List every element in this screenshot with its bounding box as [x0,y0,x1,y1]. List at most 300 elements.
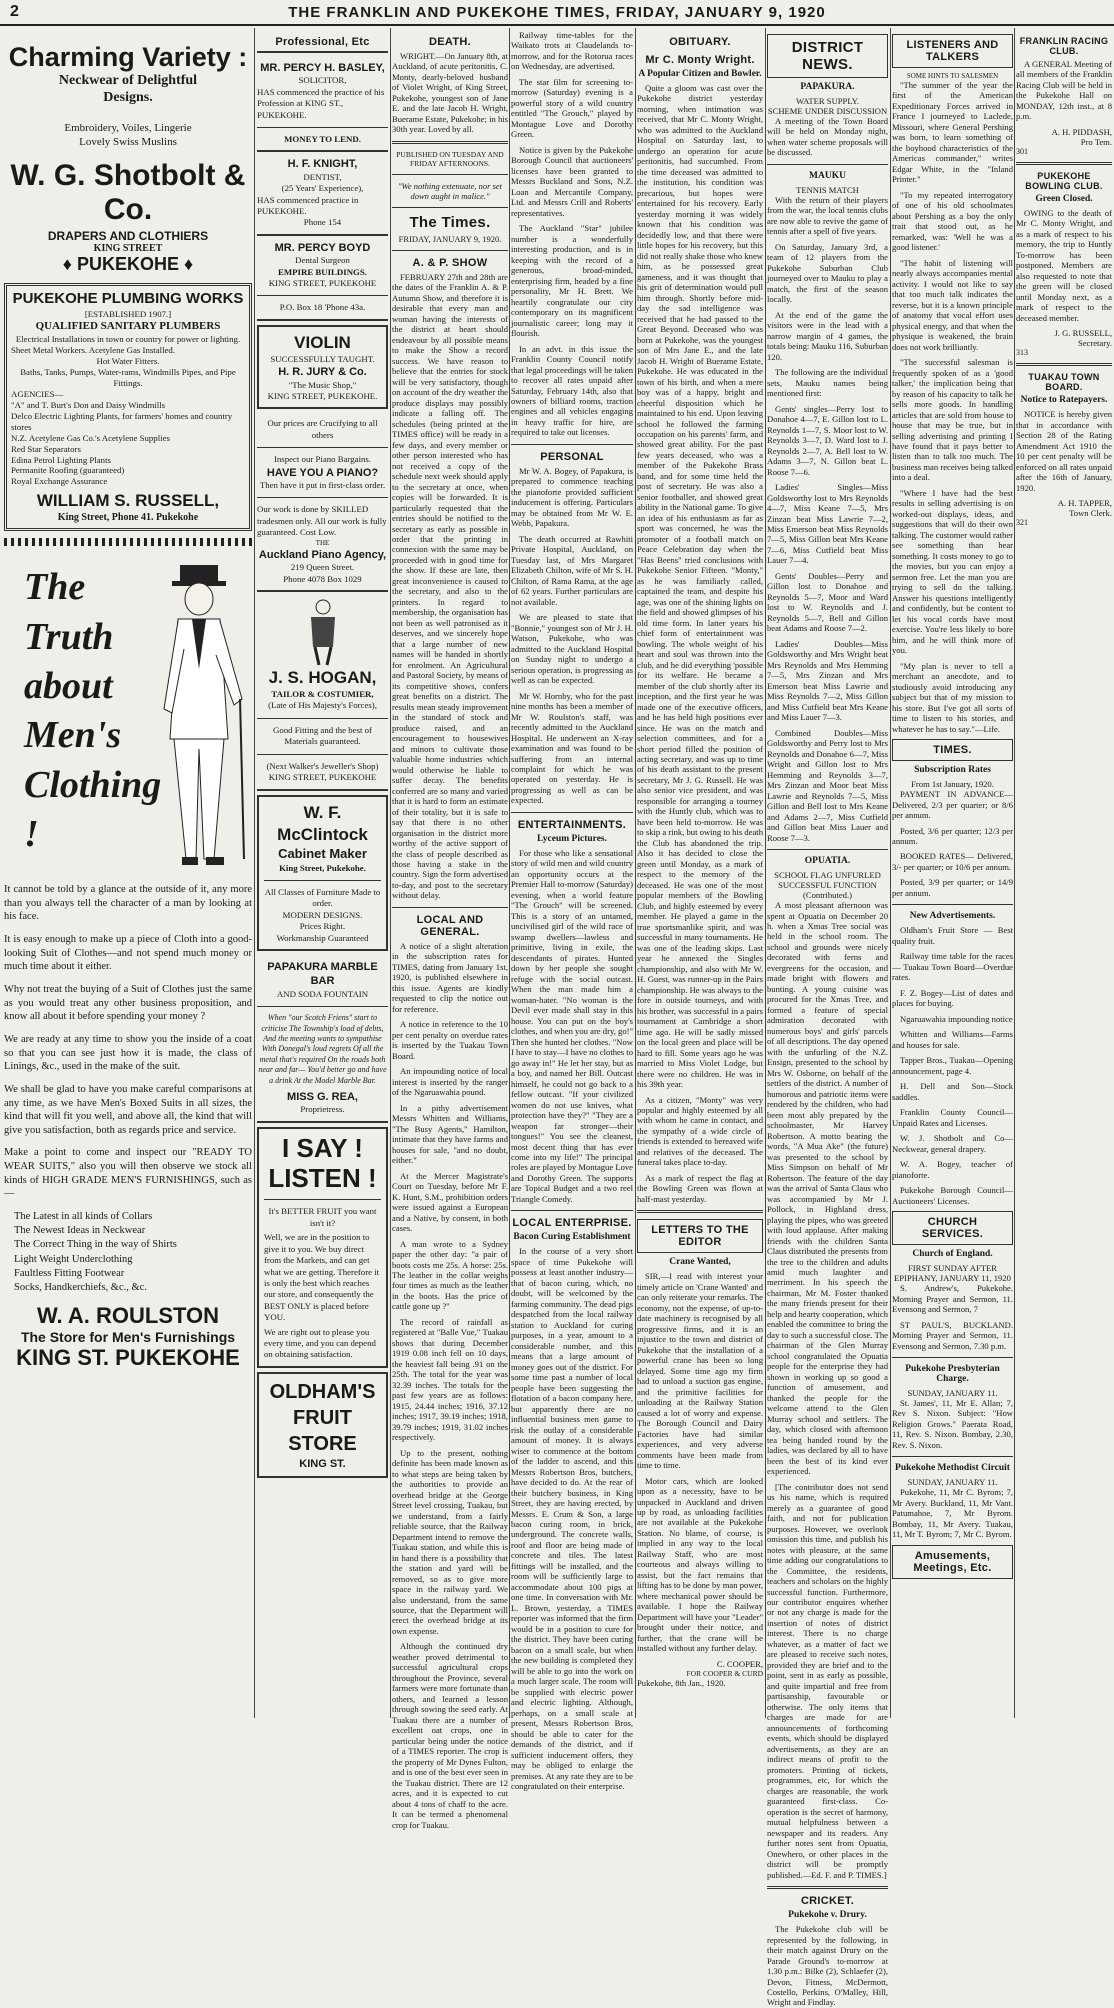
plumbing-line: Permanite Roofing (guaranteed) [11,465,125,476]
card-line: Workmanship Guaranteed [276,932,369,943]
district-paragraph: At the end of the game the visitors were in the lead with a narrow margin of 4 games, the totals being: Mauku 116, Suburban 120. [767,309,888,362]
card-name: MR. PERCY BOYD [274,241,371,254]
news-paragraph: The star film for screening to-morrow (Saturday) evening is a powerful story of a wild country entitled "The Grouch," played by Montague Love and Dorothy Green. [511,76,633,140]
presbyterian-line: St. James', 11, Mr E. Allan; 7, Rev S. Nixon. Subject: "How Religion Grows." Paerata Road, 11, Rev. S. Nixon. Bombay, 2.30, Rev. S. Nixon. [892,1397,1013,1450]
column-8-notices [1016,30,1112,1716]
piano-card [257,413,388,591]
card-proprietor-role: Proprietress. [300,1104,345,1115]
page-number: 2 [10,3,20,20]
personal-paragraph: Mr W. Hornby, who for the past nine months has been a member of Mr W. Roulston's staff, was recently admitted to the Auckland Hospital. He underwent an X-ray examination and was found to be suffering from an internal complaint for which he was operated on yesterday. He is progressing as well as can be expected. [511,690,633,806]
oldham-street: KING ST. [299,1457,346,1470]
truth-title [24,563,162,859]
bowling-sign: J. G. RUSSELL, [1054,328,1112,339]
column-3-editorial [392,30,508,1830]
column-6-district-news [767,30,888,2008]
listeners-paragraph: "To my repeated interrogatory of one of his old schoolmates about Pershing as a boy the only trait that stood out, as he remarked, was: 'Well he was a good listener.' [892,189,1013,253]
plumbing-line: Edina Petrol Lighting Plants [11,454,111,465]
listeners-paragraph: "The habit of listening will nearly always accompanies mental activity. I would not like to say that too much talk indicates the reverse, but it is a known principle of anatomy that vocal effort uses physical energy, and that when the physique is weakened, the brain does not work brilliantly. [892,257,1013,352]
card-foot: MONEY TO LEND. [284,133,361,144]
district-paragraph: Ladies' Singles—Miss Goldsworthy lost to Mrs Reynolds 4—7, Miss Keane 7—5, Mrs Zinzan beat Miss Lawrie 7—2, Miss Emerson beat Miss Reynolds 7—5, Miss Gillon beat Mrs Keane 7—6, Miss Cutfield beat Miss Lauer 7—4. [767,482,888,566]
entertainments-sub: Lyceum Pictures. [536,833,607,844]
column-4-news [511,30,633,1792]
divider [257,1006,388,1007]
subscription-heading: Subscription Rates [914,765,991,776]
personal-paragraph: Mr W. A. Bogey, of Papakura, is prepared to commence teaching the pianoforte provided sufficient inducement is offering. Particulars may be obtained from Mr W. E. Webb, Papakura. [511,465,633,529]
entertainments-paragraph: For those who like a sensational story of wild men and wild country an opportunity occurs at the Premier Hall to-morrow (Saturday) evening, when a world feature "The Grouch" will be screened. This is a story of an untamed, uncivilised girl of the wild race of swamp dwellers—lawless and primitive, living in exile, the descendants of pirates. Hunted down by her people she sought refuge with the social outcast. When the man made him a woman-hater. "No woman is the Devil ever made shall stay in this house. You can put on the boy's clothes, and when you are dry, go!" Then she hunted her clothes. "Now I have to stay—I have no clothes to go away in!" He let her stay, but as a boy, and named her Bill. Outcast himself, he could not go back to a fellow outcast. "If your civilized women do not use knives, what protection have they?" "They are a weapon far stronger—their tongues!" You see the cleanest, most decent thing that has ever come into my life!" The principal roles are played by Montague Love and Dorothy Green. The supports are Topical Budget and a two reel Triangle Comedy. [511,847,633,1204]
letter-date: Pukekohe, 8th Jan., 1920. [637,1677,726,1688]
presbyterian-date: SUNDAY, JANUARY 11. [907,1387,998,1398]
enterprise-sub: Bacon Curing Establishment [513,1232,631,1243]
variety-advert [4,42,252,149]
bowling-box-number: 313 [1016,348,1028,358]
piano-phone: Phone 4078 Box 1029 [283,573,362,584]
shotbolt-town-label: PUKEKOHE [76,254,179,275]
diamond-icon: ♦ [184,254,194,275]
advert-line: Oldham's Fruit Store — Best quality fruit. [892,925,1013,946]
obituary-sub: A Popular Citizen and Bowler. [638,69,762,79]
column-rule [1014,28,1015,1718]
isay-card [257,1127,388,1368]
new-adverts-heading: New Advertisements. [909,911,996,922]
advert-paragraph: Why not treat the buying of a Suit of Clothes just the same as you would treat any other business proposition, and know all about it before spending your money ? [4,984,252,1023]
rate-line: Posted, 3/6 per quarter; 12/3 per annum. [892,825,1013,846]
divider [257,497,388,498]
card-body: HAS commenced the practice of his Profession at KING ST., PUKEKOHE. [257,86,385,120]
list-item: The Latest in all kinds of Collars [14,1211,153,1223]
list-item: The Newest Ideas in Neckwear [14,1225,146,1237]
violin-shop: "The Music Shop," [288,379,357,390]
bowling-notice: OWING to the death of Mr C. Monty Wright, and as a mark of respect to his memory, the trip to Huntly To-morrow has been postponed. Members are also requested to note that the green will be closed until Monday next, as a mark of respect to the deceased member. [1016,207,1112,323]
listeners-paragraph: "Where I have had the best results in selling advertising is on worked-out displays, ideas, and suggestions that will do their own talking. The customer would rather see something than hear something. It costs money to go to the movies, but you can enjoy a sermon free. Let the man you are trying to sell do the talking. Answer his questions intelligently and confidently, but be content to let his vocal cords have most exercise. You're less likely to bore him, and he will think more of you. [892,487,1013,656]
card-exp: (25 Years' Experience), [281,183,364,194]
presbyterian-heading: Pukekohe Presbyterian Charge. [905,1363,1000,1384]
advert-paragraph: We shall be glad to have you make careful comparisons at any time, as we have Men's Boxed Suits in all sizes, the kind that will fit you well, and above all, the kind that will give you satisfaction, both as regards price and service. [4,1083,252,1136]
amusements-heading: Amusements, Meetings, Etc. [913,1549,992,1574]
advert-paragraph: Make a point to come and inspect our "READY TO WEAR SUITS," also you will then observe we stock all kinds of HIGH GRADE MEN'S FURNISHINGS, such as— [4,1147,252,1200]
column-rule [765,28,766,1718]
truth-title-line: about [24,664,113,707]
local-paragraph: A man wrote to a Sydney paper the other day: "a pair of boots costs me 25s. A horse: 25s. The leather in the collar weighs four times as much as the leather in the boots. Has the price of cattle gone up ?" [392,1238,508,1312]
card-name: MR. PERCY H. BASLEY, [260,62,385,74]
masthead [0,0,1114,26]
district-paragraph: A most pleasant afternoon was spent at Opuatia on December 20 h. when a Xmas Tree social was held in the school room. The school and grounds were nicely decorated with ferns and evergreens for the occasion, and made bright with flowers and bunting. A young cuisine was procured for the Xmas Tree, and formed a feature of special admiration decorated with numerous boys' and girls' parcels of all descriptions. The day opened with the unfurling of the N.Z. Ensign, presented to the school by Mrs W. Osborne, on behalf of the settlers of the district. A number of humorous and patriotic items were rendered by the children, who had been most ably prepared by the schoolmaster, Mr Harvey Robertson. A motto bearing the words, "A Mua Ake" (the future) was presented to the school by Miss Simpson on behalf of Mr Robertson. The feature of the day was the arrival of Santa Claus who was accompanied by Mr J. Pollock, in Highland dress, playing the pipes, who was greeted with loud applause. After making friends with the children Santa Claus distributed the presents from the tree to the children and adults amid much laughter and merriment. In his speech the chairman, Mr M. Foster thanked the many friends present for their help and hearty cooperation, which enabled the committee to bring the day to such a successful close. The chairman of the Glen Murray school congratulated the Opuatia people for the enterprise they had shown in working up so good a function of amusement, and thanked the people for the welcome attend to the Glen Murray school and settlers. The day, which closed with afternoon tea being handed round by the ladies, was declared by all to have been the best of its kind ever experienced. [767,900,888,1477]
divider [257,127,388,128]
enterprise-heading: LOCAL ENTERPRISE. [512,1217,632,1230]
column-rule [254,28,255,1718]
isay-question: It's BETTER FRUIT you want isn't it? [268,1206,377,1228]
advert-line: W. A. Bogey, teacher of pianoforte. [892,1159,1013,1180]
oldham-type: FRUIT STORE [288,1406,357,1455]
shotbolt-town [4,254,252,275]
advert-line: H. Dell and Son—Stock saddles. [892,1081,1013,1102]
plumbing-line: Baths, Tanks, Pumps, Water-rams, Windmills Pipes, and Pipe Fittings. [20,366,236,388]
plumbing-line: Sheet Metal Workers. Acetylene Gas Installed. [11,344,176,355]
divider [511,812,633,813]
isay-line: LISTEN ! [268,1162,377,1193]
show-heading: A. & P. SHOW [412,256,488,269]
letter-signature: C. COOPER, [716,1658,763,1669]
divider [264,880,381,881]
plumbing-title: PUKEKOHE PLUMBING WORKS [12,290,244,308]
divider [392,250,508,251]
isay-line: I SAY ! [282,1132,363,1163]
times-box [892,739,1013,761]
district-paragraph: [The contributor does not send us his name, which is required merely as a guarantee of good faith, and not for publication purposes. However, we overlook omission this time, and publish his notes with pleasure, at the same time adding our congratulations to the Committee, the residents, teachers and scholars on the highly successful function. Furthermore, our contributor enquires whether or not any charge is made for the insertion of notes of district interest. There is no charge whatever, as a matter of fact we are pleased to receive such notes, provided they are brief and to the point, sent in as early as possible, and quite impartial and free from partisanship, favourable or otherwise. The only items that charges are made for are announcements of forthcoming events, which should be displayed advertisements, as they are an indirect means of profit to the promoters. Printing of tickets, programmes, etc, for which the charges are reasonable, the work guaranteed first-class. Co-operation is the secret of harmony, mutual helpfulness between a newspaper and its readers. Any further notes sent from Opuatia, Onewhero, or other places in the district will be promptly published.—Ed. F. and P. TIMES.] [767,1481,888,1880]
card-next: (Next Walker's Jeweller's Shop) [266,760,379,771]
listeners-paragraph: "The summer of the year the first of the American Expeditionary Forces arrived in France I journeyed to Laclede, Missouri, where General Pershing was born, to learn something of the boyhood characteristics of the Americas commander," writes Edgar White, in the "Inland Printer." [892,80,1013,185]
isay-body: We are right out to please you every time, and you can depend on obtaining satisfaction. [264,1326,376,1360]
rate-line: BOOKED RATES— Delivered, 3/- per quarter; or 10/6 per annum. [892,851,1013,872]
listeners-paragraph: "The successful salesman is frequently spoken of as a 'good talker,' the implication being that by reason of his capacity to talk he sells more goods. In handling articles that are sold from house to house that may be true, but in selling advertising and printing I have found that it pays better to listen than to talk too much. The business man receives being talked into a deal. [892,357,1013,483]
isay-body: Well, we are in the position to give it to you. We buy direct from the Markets, and can get what we are getting. Therefore it is only the best which reaches our store, and consequently the BEST ONLY is placed before YOU. [264,1232,380,1323]
card-name: H. F. KNIGHT, [287,158,358,171]
violin-street: KING STREET, PUKEKOHE. [267,391,378,402]
divider [392,174,508,175]
advert-paragraph: We are ready at any time to show you the inside of a coat so that you can see just how it is made, the class of Linings, &c., used in the make of the suit. [4,1033,252,1073]
list-item: Socks, Handkerchiefs, &c., &c. [14,1281,147,1293]
variety-line: Embroidery, Voiles, Lingerie [64,121,192,134]
plumbing-address: King Street, Phone 41. Pukekohe [57,511,199,523]
tailor-figure-icon [303,597,343,667]
district-paragraph: On Saturday, January 3rd, a team of 12 players from the Pukekohe Suburban Club journeyed over to Mauku to play a match, the first of the season locally. [767,241,888,305]
local-paragraph: Although the continued dry weather proved detrimental to successful agricultural crops throughout the Province, several farmers were more fortunate than others, and learned a lesson through sowing the seed early. At Tuakau there are a number of excellent oat crops, one in particular being under the notice of a TIMES reporter. The crop is the property of Mr Dynes Fulton, and is one of the best ever seen in the Tuakau district. There are 12 acres, and it is expected to cut about 4 tons of chaff to the acre. It can be termed a phenomenal crop for Tuakau. [392,1641,508,1830]
knight-card [257,152,388,235]
published-note: PUBLISHED ON TUESDAY AND FRIDAY AFTERNOONS. [396,149,504,168]
violin-sub: SUCCESSFULLY TAUGHT. [270,353,375,364]
piano-address: 219 Queen Street. [290,562,355,573]
church-sub: Church of England. [912,1249,993,1260]
advert-line: Ngaruawahia impounding notice [900,1013,1013,1024]
tuakau-sign-2: Town Clerk. [1069,508,1112,519]
card-phone: Phone 154 [303,217,342,228]
methodist-date: SUNDAY, JANUARY 11. [907,1477,998,1488]
listeners-box [892,34,1013,68]
sub-heading: SCHOOL FLAG UNFURLED [774,870,881,881]
truth-title-line: The Truth [24,566,114,658]
divider [257,754,388,755]
letters-heading: LETTERS TO THE EDITOR [651,1224,749,1249]
card-late: (Late of His Majesty's Forces), [268,700,377,711]
truth-title-line: Clothing ! [24,763,162,856]
card-sub: AND SODA FOUNTAIN [276,988,369,999]
district-box [767,34,888,78]
plumbing-sub: QUALIFIED SANITARY PLUMBERS [35,319,221,332]
advert-line: Pukekohe Borough Council—Auctioneers' Licenses. [892,1185,1013,1206]
card-good: Good Fitting and the best of Materials guaranteed. [273,724,372,747]
local-paragraph: The record of rainfall as registered at "Balle Vue," Tuakau shows that during December 1919 0.08 inch fell on 10 days, the heaviest fall being .91 on the 25th. The total for the year was 32.39 inches. The totals for the past few years are as follows: 1915, 24.44 inches; 1916, 37.12 inches; 1917, 39.19 inches; 1918, 39.79 inches; 1919, 31.02 inches respectively. [392,1316,508,1443]
professional-heading: Professional, Etc [257,36,388,53]
piano-tuners: Then have it put in first-class order. [259,480,386,491]
divider [892,1456,1013,1457]
card-body: HAS commenced practice in PUKEKOHE. [257,194,359,216]
divider [511,1210,633,1211]
card-name: W. F. McClintock [277,802,368,844]
masthead-title: THE FRANKLIN AND PUKEKOHE TIMES, FRIDAY, JANUARY 9, 1920 [288,3,826,21]
listeners-heading: LISTENERS AND TALKERS [906,39,999,63]
tuakau-heading: TUAKAU TOWN BOARD. [1028,372,1100,393]
roulston-address: KING ST. PUKEKOHE [16,1345,240,1371]
letter-signature-2: FOR COOPER & CURD [686,1668,763,1678]
advert-line: Railway time table for the races — Tuakau Town Board—Overdue rates. [892,951,1013,983]
piano-work: Our work is done by SKILLED tradesmen only. All our work is fully guaranteed. Cost Low. [257,504,387,538]
plumbing-line: AGENCIES— [11,388,64,399]
divider [257,447,388,448]
divider [1016,162,1112,165]
basley-card [257,56,388,152]
rate-line: Posted, 3/9 per quarter; or 14/9 per annum. [892,877,1013,898]
district-paragraph: A meeting of the Town Board will be held on Monday night, when water scheme proposals will be discussed. [767,116,888,158]
piano-question: HAVE YOU A PIANO? [266,466,379,479]
advert-line: Franklin County Council—Unpaid Rates and Licenses. [892,1107,1013,1128]
card-line: Prices Right. [299,921,346,932]
divider [257,718,388,719]
card-role: SOLICITOR, [298,75,347,86]
amusements-box [892,1545,1013,1579]
cricket-heading: CRICKET. [800,1895,855,1908]
plumbing-line: Royal Exchange Assurance [11,476,108,487]
variety-title: Charming Variety : [8,42,248,72]
contrib-note: (Contributed.) [803,890,852,901]
news-paragraph: The Auckland "Star" jubilee number is a wonderfully interesting production, and is in keeping with the record of a generous, broad-minded, enterprising firm, headed by a fine personality, Mr H. Brett. We heartily congratulate our city contemporary on its magnificent journalistic career; long may it flourish. [511,223,633,339]
cricket-paragraph: The Pukekohe club will be represented by the following, in their match against Drury on the Parade Ground's to-morrow at 1.30 p.m.: Bilke (2), Schlaefer (2), Devon, Fitness, McDermott, Costello, Perkins, O'Malley, Hill, Wright and Findlay. [767,1924,888,2008]
piano-top: Our prices are Crucifying to all others [267,418,378,440]
death-heading: DEATH. [429,36,471,48]
marble-verse: When "our Scotch Friens" start to criticise The Township's load of debts, And the meeting wants to sympathise With Donegal's loud regrets Of all the metal that's required On the roads both near and far— You'd better go and have a drink At the Model Marble Bar. [258,1013,387,1085]
divider [1016,363,1112,366]
card-name: PAPAKURA MARBLE BAR [267,961,378,988]
plumbing-line: Red Star Separators [11,443,81,454]
card-street: KING STREET, PUKEKOHE [268,772,377,783]
violin-name: H. R. JURY & Co. [278,366,367,379]
divider [257,295,388,296]
issue-date: FRIDAY, JANUARY 9, 1920. [398,233,502,244]
racing-notice: A GENERAL Meeting of all members of the Franklin Racing Club will be held in the Pukekohe Hall on MONDAY, 12th inst., at 8 p.m. [1016,59,1112,122]
plumbing-advert [4,283,252,531]
oldham-name: OLDHAM'S [269,1380,376,1403]
card-role: Dental Surgeon [295,255,350,266]
place-heading: PAPAKURA. [800,82,855,92]
rate-line: PAYMENT IN ADVANCE— Delivered, 2/3 per quarter; or 8/6 per annum. [892,789,1013,821]
plumbing-owner: WILLIAM S. RUSSELL, [36,491,220,511]
letter-paragraph: SIR,—I read with interest your timely article on 'Crane Wanted' and can only reiterate your remarks. The economy, not the expense, of up-to-date machinery is recognised by all progressive firms, and it is an injustice to the town and district of Pukekohe that the installation of a powerful crane has been so long delayed. Some time ago my firm had to unload a suction gas engine, and the primitive facilities for unloading at the Railway Station caused a lot of worry and expense. The Borough Council and Dairy Factories have had similar experiences, and very adverse comments have been made from time to time. [637,1271,763,1471]
obituary-paragraph: As a mark of respect the flag at the Bowling Green was flown at half-mast yesterday. [637,1172,763,1204]
plumbing-line: Delco Electric Lighting Plants, for farmers' homes and country stores [11,410,233,432]
sub-heading: TENNIS MATCH [796,184,859,195]
sub-heading: WATER SUPPLY. [796,96,859,106]
letters-box [637,1219,763,1253]
advert-line: Whitten and Williams—Farms and houses for sale. [892,1029,1013,1050]
divider [892,904,1013,905]
variety-tagline-2: Designs. [103,89,153,105]
roulston-tagline: The Store for Men's Furnishings [20,1329,236,1346]
tuakau-box-number: 321 [1016,518,1028,528]
divider [892,1357,1013,1358]
racing-sign-2: Pro Tem. [1080,136,1112,147]
enterprise-paragraph: In the course of a very short space of time Pukekohe will possess at least another industry—that of bacon curing, which, no doubt, will be welcomed by the farming community. The dead pigs despatched from the local railway station to Auckland for curing purposes, in a year, amount to a considerable number, and this means that a large amount of money goes out of the district. For some time past a number of local people have been suggesting the flotation of a bacon company here, but apparently there are no influential business men game to risk the outlay of a considerable amount of money. It is always wiser to commence at the bottom of the ladder to ascend, and this Messrs Robertson Bros, butchers, have decided to do. At the rear of their butchery business, in King Street, they are having erected, by Messrs. E. Crum & Son, a large bacon curing room, in brick, underground. The concrete walls, roof and floor are being made of concrete and tiles. The latest fittings will be installed, and the room will be sufficiently large to accommodate about 100 pigs at one time. In conversation with Mr. L. Brown, yesterday, a TIMES reporter was informed that the firm would be in a position to cure for the district. They have been curing bacon on a small scale, but when the new building is completed they will be able to go into the work on a much larger scale. The room will be supplied with electric power and electric lighting. Although, perhaps, on a small scale at present, Messrs Robertson Bros, should be able to cater for the demands of the district, and if sufficient inducement offers, they may be obliged to enlarge the premises. At any rate they are to be congratulated on their enterprise. [511,1246,633,1792]
church-line: ST PAUL'S, BUCKLAND. Morning Prayer and Sermon, 11. Evensong and Sermon, 7.30 p.m. [892,1319,1013,1351]
truth-advert-header [4,553,252,883]
district-heading: DISTRICT NEWS. [791,39,864,73]
district-paragraph: With the return of their players from the war, the local tennis clubs are now able to revive the game of tennis after a spell of five years. [767,194,888,237]
hogan-card [257,592,388,791]
obituary-paragraph: Quite a gloom was cast over the Pukekohe district yesterday morning, when intimation was received, that Mr C. Monty Wright, who was admitted to the Auckland Hospital on Saturday last, to undergo an operation for acute peritonitis, had succumbed. From the time deceased was admitted to the institution, his condition was precarious, but hopes were entertained for his recovery. Early yesterday morning it was widely known that his condition was decidedly low, and that there were little hopes for his recovery, but this did not really shake those who knew him, as he possessed great gameness, and it was thought that his grit of determination would pull him through. Shortly before mid-day the sad intelligence was received that he had passed to the Great Beyond. Deceased who was born at Pukekohe, was the youngest son of Mrs Jane E., and the late Jacob H. Wright of Buerame Estate, Pukekohe. He was educated in the town of his birth, and when a mere boy was of a happy, bright and cheerful disposition which he maintained to his end. Upon leaving school he followed the farming occupation on his parents' farm, and showed great ability. For the past few years deceased, who was a member of the Pukekohe Brass band, and for some time held the post of secretary. He was also a senior footballer, and showed great ability in the National game. To give an idea of his enthusiasm as far as sport was concerned, he was the promoter of a football match on Peace Celebration day when the "Has Beens" tried conclusions with Pukekohe Senior Fifteen. "Monty," as he was familiarly called, captained the team, and despite his age, was one of the shining lights on the field and showed glimpses of his old time form. In latter years his chief form of entertainment was bowling. The whole weight of his heart and soul was thrown into the club, and he did everything 'possible for its welfare. He became a member of the club shortly after its inception, and the first year he was made one of the executive officers, and he has held high positions ever since. He was on the match and selection committees, and for a short period filled the position of acting secretary, and was up to time of his death assistant to the present secretary, Mr J. G. Russell. He was also senior vice president, and was responsible for arranging a tourney with the Huntly club, which was to have been held to-morrow. He was to skip a rink, but owing to his death the Club has abandoned the trip. Also it has decided to close the green until Monday, as a mark of respect to the memory of the deceased. He was one of the most popular members of the Bowling Club, and highly esteemed by every member. He played a game in the true sportsmanlike spirit, and was successful in many tournaments. He was one of the leading skips. Last year he annexed the Singles championship, and also with Mr W. H. Guest, was runner-up in the Pairs championship. He was always to the fore in outside tourneys, and with his brother, was successful in a pairs tournament at Cambridge a short time ago. He will be sadly missed on the local green and place will be hard to fill. Some years ago he was married to Miss Violet Lodge, but there were no children. He was in his 39th year. [637,83,763,1090]
column-rule [390,28,391,1718]
column-1-advertisements [4,30,252,1716]
roulston-advert [4,1303,252,1371]
plumbing-line: Hot Water Fitters. [96,355,160,366]
personal-heading: PERSONAL [540,450,604,463]
church-heading: CHURCH SERVICES. [921,1216,984,1241]
local-paragraph: In a pithy advertisement Messrs Whitten and Williams, "The Busy Agents," Hamilton, intimate that they have farms and houses for sale, "and no doubt, either." [392,1102,508,1166]
church-box [892,1211,1013,1245]
news-paragraph: Notice is given by the Pukekohe Borough Council that auctioneers' licenses have been granted to Messrs Buckland and Sons, N.Z. Loan and Mercantile Company, Ltd. and Messrs Crill and Roberts' representatives. [511,144,633,218]
district-paragraph: Gents' singles—Perry lost to Donahoe 4—7, E. Gillon lost to L. Reynolds 1—7, S. Moor lost to W. Reynolds 3—7, D. Ward lost to J. Reynolds 2—7, A. Bell lost to W. Adams 3—7, N. Gillon beat L. Roose 7—6. [767,403,888,477]
advert-paragraph: It is easy enough to make up a piece of Cloth into a good-looking Suit of Clothes—and not spend much money or much time about it either. [4,934,252,973]
times-heading-small: TIMES. [933,744,972,757]
local-paragraph: At the Mercer Magistrate's Court on Tuesday, before Mr F. K. Hunt, S.M., prohibition orders were issued against a European and a Native, by consent, in both cases. [392,1170,508,1234]
subscription-from: From 1st January, 1920. [911,779,994,790]
truth-title-line: Men's [24,714,122,757]
divider [392,141,508,144]
list-item: Light Weight Underclothing [14,1253,133,1265]
card-line: All Classes of Furniture Made to order. [264,887,381,909]
divider [767,1886,888,1889]
place-heading: OPUATIA. [804,856,851,867]
sub-heading: SUCCESSFUL FUNCTION [778,880,877,891]
marble-bar-card [257,955,388,1122]
tuakau-sign: A. H. TAPPER, [1057,498,1112,509]
church-line: S. Andrew's, Pukekohe. Morning Prayer and Sermon, 11. Evensong and Sermon, 7 [892,1283,1013,1315]
racing-heading: FRANKLIN RACING CLUB. [1019,36,1109,56]
plumbing-line: Electrical Installations in town or country for power or lighting. [15,333,241,344]
column-rule [509,28,510,1718]
card-role: TAILOR & COSTUMIER, [271,689,374,700]
divider [767,849,888,850]
local-paragraph: An impounding notice of local interest is inserted by the ranger of the Ngaruawahia pound. [392,1066,508,1098]
mcclintock-card [257,795,388,952]
decorative-border [4,538,252,546]
local-paragraph: Up to the present, nothing definite has been made known as to what steps are being taken by the authorities to provide an overhead bridge at the George Street level crossing, Tuakau, but we understand, from a fairly reliable source, that the Railway Department intend to remove the Tuakau station, and while this is in hand there is a possibility that the station and yard will be removed, so as to give more space in the railway yard. We also understand, from the same source, that the Department will erect the overhead bridge at its own expense. [392,1447,508,1636]
divider [767,164,888,165]
racing-box-number: 301 [1016,146,1028,156]
tuakau-sub: Notice to Ratepayers. [1020,395,1108,406]
motto: "We nothing extenuate, nor set down aught in malice." [397,180,503,201]
tuakau-notice: NOTICE is hereby given that in accordance with Section 28 of the Rating Amendment Act 1910 the 10 per cent penalty will be enforced on all rates unpaid after the 16th of January, 1920. [1016,409,1112,493]
shotbolt-street: KING STREET [93,243,163,255]
violin-title: VIOLIN [294,332,351,352]
furnishings-list [14,1210,252,1295]
variety-tagline: Neckwear of Delightful [58,73,198,88]
divider [511,444,633,445]
column-7-listeners [892,30,1013,1716]
divider [637,1210,763,1213]
card-role: DENTIST, [303,171,342,182]
shotbolt-name: W. G. Shotbolt & Co. [10,159,246,227]
news-paragraph: Railway time-tables for the Waikato trots at Claudelands to-morrow, and for the Rotorua races on Wednesday, are advertised. [511,30,633,72]
obituary-heading: OBITUARY. [669,36,731,48]
district-paragraph: Ladies' Doubles—Miss Goldsworthy and Mrs Wright beat Mrs Reynolds and Mrs Hemming 7—5, Mrs Zinzan and Mrs Emerson beat Miss Lawrie and Miss Reynolds 7—2, Miss Gillon and Miss Cutfield beat Mrs Keane and Miss Lauer 7—3. [767,638,888,723]
violin-card [257,325,388,410]
district-paragraph: Combined Doubles—Miss Goldsworthy and Perry lost to Mrs Reynolds and Donahoe 6—7, Miss Wright and Gillon lost to Mrs Hemming and Reynolds 3—7, Mrs Zinzan and Moor beat Miss Lawrie and Reynolds 7—5, Miss Gillon and Bell lost to Mrs Keane and Adams 2—7, Miss Cutfield and Gillon beat Miss Lauer and Roose 7—3. [767,727,888,843]
card-line: MODERN DESIGNS. [282,909,363,920]
advert-paragraph: It cannot be told by a glance at the outside of it, any more than you always tell the character of a man by looking at his face. [4,884,252,923]
epiphany-line: FIRST SUNDAY AFTER EPIPHANY, JANUARY 11, 1920 [894,1263,1011,1284]
piano-agency: Auckland Piano Agency, [258,548,387,561]
methodist-line: Pukekohe, 11, Mr C. Byrom; 7, Mr Avery. Buckland, 11, Mr Vant. Patumahoe, 7, Mr Byrom. Bombay, 11, Mr Avery. Tuakau, 11, Mr T. Byrom; 7, Mr C. Byrom. [892,1487,1013,1540]
cricket-sub: Pukekohe v. Drury. [788,1910,867,1921]
list-item: Faultless Fitting Footwear [14,1267,125,1279]
listeners-paragraph: "My plan is never to tell a merchant an anecdote, and to studiously avoid introducing any subject but that of my mission to his store. But I've got all sorts of time to listen to his stories, and whatever he has to say."—Life. [892,660,1013,734]
local-heading: LOCAL AND GENERAL. [416,913,484,938]
divider [392,207,508,208]
card-po: P.O. Box 18 'Phone 43a. [279,302,366,313]
column-rule [635,28,636,1718]
death-notice: WRIGHT.—On January 8th, at Auckland, of acute peritonitis, C. Monty, dearly-beloved husband of Violet Wright, of King Street, Pukekohe, youngest son of Jane E. and the late Jacob H. Wright, Buerame Estate, Pukekohe; in his 30th year. Loved by all. [392,51,508,135]
shotbolt-line: DRAPERS AND CLOTHIERS [47,229,209,244]
show-article: FEBRUARY 27th and 28th are the dates of the Franklin A. & P. Autumn Show, and therefore it is desirable that every man and woman having the interests of the district at heart should endeavour by all possible means to make the Show a record success. We have reason to believe that the entries for stock will be very satisfactory, though on account of the dry weather the produce displays may possibly indicate a falling off. The schedules (being printed at the TIMES office) will be ready in a few days, and every member or other person interested who has not received a copy of the schedule next week should apply to the secretary at once, when copies will be forwarded. It is particularly requested that the entries should be notified to the secretary as early as possible in order that the printing in connexion with the same may be proceeded with in good time for the show. If these are late, then great inconvenience is caused to the secretary, and also to the printers. In regard to membership, the organisation has not been as well patronised as it deserves, and we sincerely hope that a large number of new names will be handed in shortly for enrolment. An Agricultural and Pastoral Society, by means of its competitive shows, confers great benefits on a district. The results mean steady improvement in the standard of stock and produce raised, and an encouragement to housewives and minors to cultivate those valuable home industries which would otherwise be liable to suffer decay. The benefits conferred are so many and varied that it is hard to form an estimate of their totality, but it is safe to say that there is no other organisation in the district more worthy of the active support of the class of people described as those having a stake in the country. Sign the form advertised to-day, and post to the secretary without delay. [392,271,508,901]
plumbing-est: [ESTABLISHED 1907.] [84,308,172,319]
variety-line-2: Lovely Swiss Muslins [79,135,177,148]
local-paragraph: A notice in reference to the 10 per cent penalty on overdue rates is inserted by the Tuakau Town Board. [392,1019,508,1061]
card-building: EMPIRE BUILDINGS. [278,266,367,277]
advert-line: Tapper Bros., Tuakau—Opening announcement, page 4. [892,1055,1013,1076]
piano-mid: Inspect our Piano Bargains. [273,454,372,465]
personal-paragraph: We are pleased to state that "Bonnie," youngest son of Mr J. H. Watson, Pukekohe, who was admitted to the Auckland Hospital on Sunday night to undergo a serious operation, is progressing as well as can be expected. [511,612,633,686]
card-name: J. S. HOGAN, [268,667,377,687]
gentleman-figure-icon [156,559,248,877]
local-paragraph: A notice of a slight alteration in the subscription rates for TIMES, dating from January 1st, 1920, is published elsewhere in this issue. Agents are kindly requested to clip the notice out for reference. [392,940,508,1014]
racing-sign: A. H. PIDDASH, [1051,126,1112,137]
bowling-sign-2: Secretary. [1077,338,1112,349]
district-paragraph: The following are the individual sets, Mauku names being mentioned first: [767,367,888,399]
divider [264,1199,381,1200]
card-street: KING STREET, PUKEKOHE [268,277,377,288]
list-item: The Correct Thing in the way of Shirts [14,1239,177,1251]
divider [392,907,508,908]
diamond-icon: ♦ [62,254,72,275]
column-5-obituary [637,30,763,1716]
roulston-name: W. A. ROULSTON [36,1303,220,1329]
advert-line: W. J. Shotbolt and Co—Neckwear, general drapery. [892,1133,1013,1154]
plumbing-line: N.Z. Acetylene Gas Co.'s Acetylene Supplies [11,432,170,443]
sub-heading: SCHEME UNDER DISCUSSION [767,106,888,116]
entertainments-heading: ENTERTAINMENTS. [517,818,627,831]
times-heading: The Times. [409,213,491,231]
obituary-name: Mr C. Monty Wright. [645,54,755,66]
card-proprietor: MISS G. REA, [287,1090,358,1103]
card-role: Cabinet Maker [278,845,367,861]
card-street: King Street, Pukekohe. [279,862,366,873]
place-heading: MAUKU [809,170,846,181]
truth-advert-body [4,883,252,1201]
bowling-heading: PUKEKOHE BOWLING CLUB. [1025,170,1103,191]
news-paragraph: In an advt. in this issue the Franklin County Council notify that legal proceedings will be taken to recover all rates unpaid after Saturday, February 14th, also that owners of billiard rooms, traction engines and all vehicles engaging in heavy traffic for hire, are required to take out licenses. [511,343,633,438]
oldham-card [257,1372,388,1478]
column-2-professional [257,30,388,1716]
district-paragraph: Gents' Doubles—Perry and Gillon lost to Donahoe and Reynolds 5—7, Moor and Ward lost to W. Reynolds and J. Reynolds 5—7, Bell and Gillon beat Adams and Roose 7—2. [767,570,888,634]
letters-sub: Crane Wanted, [669,1257,731,1268]
letter-paragraph: Motor cars, which are looked upon as a necessity, have to be unpacked in Auckland and driven up by road, as unloading facilities are not available at the Pukekohe Station. No blame, of course, is implied in any way to the local Railway Staff, who are most courteous and always willing to assist, but the fact remains that lifting has to be done by man power, where mechanical power should be available. I hope the Railway Department will have your "Leader" brought under their notice, and further, that the crane will be installed without any further delay. [637,1475,763,1654]
piano-the: THE [315,538,330,547]
methodist-heading: Pukekohe Methodist Circuit [895,1463,1010,1474]
obituary-paragraph: As a citizen, "Monty" was very popular and highly esteemed by all with whom he came in contact, and the sympathy of a wide circle of friends is extended to bereaved wife and relatives of the deceased. The funeral takes place to-day. [637,1094,763,1168]
bowling-sub: Green Closed. [1035,193,1093,204]
boyd-card [257,236,388,321]
advert-line: F. Z. Bogey—List of dates and places for buying. [892,987,1013,1009]
personal-paragraph: The death occurred at Rawhiti Private Hospital, Auckland, on Tuesday last, of Mrs Margaret Elizabeth Chilton, wife of Mr S. H. Chilton, of Rama Rama, at the age of 62 years. Further particulars are not available. [511,533,633,607]
plumbing-line: "A" and T. Burt's Don and Daisy Windmills [11,399,166,410]
listeners-sub: SOME HINTS TO SALESMEN [906,72,999,80]
